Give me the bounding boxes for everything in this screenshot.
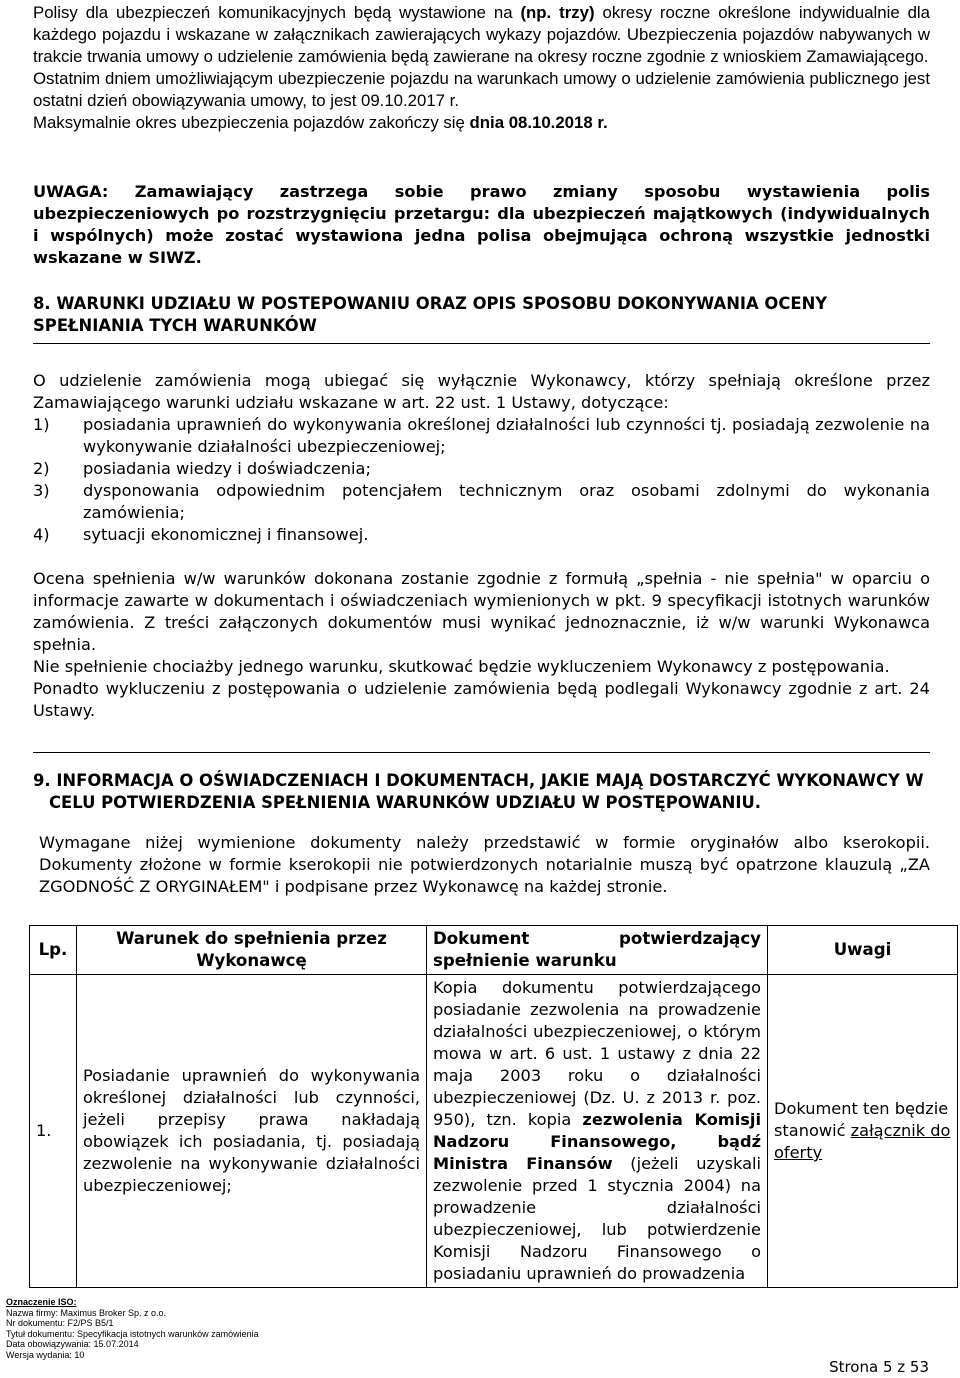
section-9-body: Wymagane niżej wymienione dokumenty należy przedstawić w formie oryginałów albo kserokopii. Dokumenty złożone w formie kserokopii nie potwierdzonych notarialnie muszą być opatrzone klauzulą „ZA ZGODNOŚĆ Z ORYGINAŁEM" i podpisane przez Wykonawcę na każdej stronie.: [39, 833, 930, 896]
cell-warunek: Posiadanie uprawnień do wykonywania określonej działalności lub czynności, jeżeli przepisy prawa nakładają obowiązek ich posiadania, tj. posiadają zezwolenie na wykonywanie działalności ubezpieczeniowej;: [77, 975, 427, 1288]
header-uwagi: Uwagi: [768, 926, 958, 975]
header-dokument: Dokument potwierdzający spełnienie warunku: [427, 926, 768, 975]
list-item: 2) posiadania wiedzy i doświadczenia;: [33, 459, 371, 478]
requirements-list: [33, 414, 930, 546]
section-9-heading: 9. INFORMACJA O OŚWIADCZENIACH I DOKUMENTACH, JAKIE MAJĄ DOSTARCZYĆ WYKONAWCY W CELU POTWIERDZENIA SPEŁNIENIA WARUNKÓW UDZIAŁU W POSTĘPOWANIU.: [33, 771, 924, 812]
requirements-table: [29, 925, 958, 1288]
list-item: 1) posiadania uprawnień do wykonywania określonej działalności lub czynności tj. posiadają zezwolenie na wykonywanie działalności ubezpieczeniowej;: [33, 415, 930, 456]
header-warunek: Warunek do spełnienia przez Wykonawcę: [77, 926, 427, 975]
vehicle-insurance-paragraph: Polisy dla ubezpieczeń komunikacyjnych będą wystawione na (np. trzy) okresy roczne określone indywidualnie dla każdego pojazdu i wskazane w załącznikach zawierających wykazy pojazdów. Ubezpieczenia pojazdów nabywanych w trakcie trwania umowy o udzielenie zamówienia będą zawierane na okresy roczne zgodnie z wnioskiem Zamawiającego. Ostatnim dniem umożliwiającym ubezpieczenie pojazdu na warunkach umowy o udzielenie zamówienia publicznego jest ostatni dzień obowiązywania umowy, to jest 09.10.2017 r. Maksymalnie okres ubezpieczenia pojazdów zakończy się dnia 08.10.2018 r.: [33, 3, 930, 132]
table-row: [30, 975, 958, 1288]
page-number: Strona 5 z 53: [829, 1358, 929, 1376]
document-footer: Oznaczenie ISO: Nazwa firmy: Maximus Broker Sp. z o.o. Nr dokumentu: F2/PS B5/1 Tytuł dokumentu: Specyfikacja istotnych warunków zamówienia Data obowiązywania: 15.07.2014 Wersja wydania: 10: [6, 1297, 259, 1360]
section-8-intro: O udzielenie zamówienia mogą ubiegać się wyłącznie Wykonawcy, którzy spełniają określone przez Zamawiającego warunki udziału wskazane w art. 22 ust. 1 Ustawy, dotyczące:: [33, 371, 930, 412]
evaluation-paragraph: Ocena spełnienia w/w warunków dokonana zostanie zgodnie z formułą „spełnia - nie spełnia" w oparciu o informacje zawarte w dokumentach i oświadczeniach wymienionych w pkt. 9 specyfikacji istotnych warunków zamówienia. Z treści załączonych dokumentów musi wynikać jednoznacznie, iż w/w warunki Wykonawca spełnia. Nie spełnienie chociażby jednego warunku, skutkować będzie wykluczeniem Wykonawcy z postępowania. Ponadto wykluczeniu z postępowania o udzielenie zamówienia będą podlegali Wykonawcy zgodnie z art. 24 Ustawy.: [33, 569, 930, 720]
header-lp: Lp.: [30, 926, 77, 975]
cell-uwagi: Dokument ten będzie stanowić załącznik do oferty: [768, 975, 958, 1288]
list-item: 4) sytuacji ekonomicznej i finansowej.: [33, 525, 369, 544]
section-8-heading: 8. WARUNKI UDZIAŁU W POSTEPOWANIU ORAZ OPIS SPOSOBU DOKONYWANIA OCENY SPEŁNIANIA TYCH WARUNKÓW: [33, 294, 828, 335]
section-8-divider: [33, 343, 930, 344]
section-9-divider: [33, 752, 930, 753]
section-8-body: [33, 370, 930, 546]
cell-lp: 1.: [30, 975, 77, 1288]
table-header-row: [30, 926, 958, 975]
list-item: 3) dysponowania odpowiednim potencjałem technicznym oraz osobami zdolnymi do wykonania zamówienia;: [33, 481, 930, 522]
cell-dokument: Kopia dokumentu potwierdzającego posiadanie zezwolenia na prowadzenie działalności ubezpieczeniowej, o którym mowa w art. 6 ust. 1 ustawy z dnia 22 maja 2003 roku o działalności ubezpieczeniowej (Dz. U. z 2013 r. poz. 950), tzn. kopia zezwolenia Komisji Nadzoru Finansowego, bądź Ministra Finansów (jeżeli uzyskali zezwolenie przed 1 stycznia 2004) na prowadzenie działalności ubezpieczeniowej, lub potwierdzenie Komisji Nadzoru Finansowego o posiadaniu uprawnień do prowadzenia: [427, 975, 768, 1288]
uwaga-note: UWAGA: Zamawiający zastrzega sobie prawo zmiany sposobu wystawienia polis ubezpieczeniowych po rozstrzygnięciu przetargu: dla ubezpieczeń majątkowych (indywidualnych i wspólnych) może zostać wystawiona jedna polisa obejmująca ochroną wszystkie jednostki wskazane w SIWZ.: [33, 182, 930, 267]
